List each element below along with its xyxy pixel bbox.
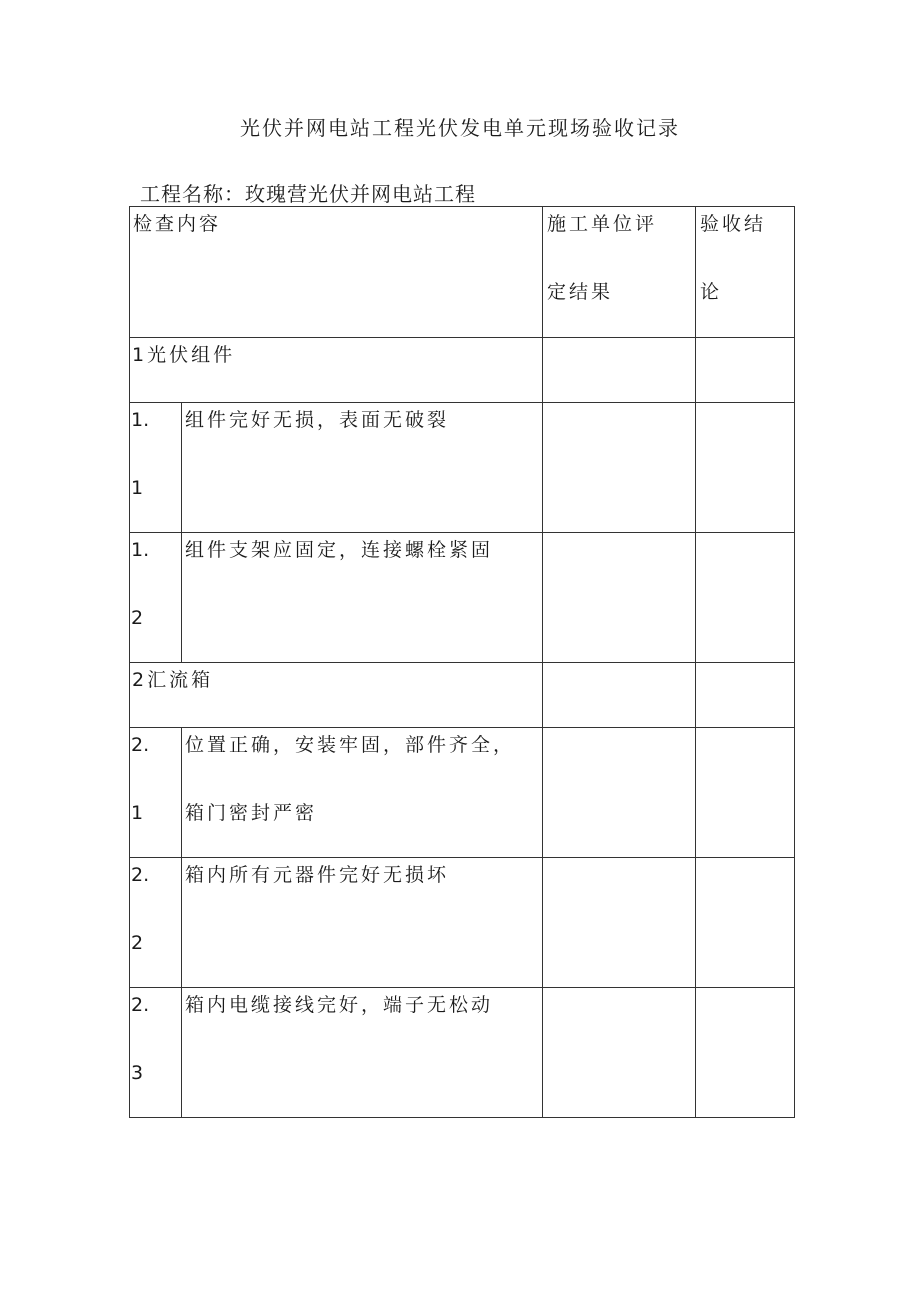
- item-description-cell: [182, 728, 543, 858]
- header-conclusion-line2: 论: [700, 281, 723, 303]
- section-row: [130, 663, 795, 728]
- header-conclusion-cell: [696, 207, 795, 338]
- item-number-minor: 2: [131, 607, 144, 629]
- item-number-cell: [130, 533, 182, 663]
- item-row: [130, 403, 795, 533]
- item-number-cell: [130, 988, 182, 1118]
- eval-cell[interactable]: [543, 533, 696, 663]
- item-number-minor: 2: [131, 932, 144, 954]
- item-number-major: 1.: [131, 539, 150, 561]
- eval-cell[interactable]: [543, 663, 696, 728]
- eval-cell[interactable]: [543, 858, 696, 988]
- header-content-cell: [130, 207, 543, 338]
- section-title: 2汇流箱: [132, 669, 214, 691]
- document-title: 光伏并网电站工程光伏发电单元现场验收记录: [240, 116, 680, 140]
- item-number-minor: 3: [131, 1062, 144, 1084]
- header-eval-line1: 施工单位评: [547, 213, 658, 235]
- item-description-line2: 箱门密封严密: [185, 802, 318, 824]
- item-number-major: 2.: [131, 734, 150, 756]
- item-description-cell: [182, 988, 543, 1118]
- item-row: [130, 988, 795, 1118]
- section-title-cell: [130, 338, 543, 403]
- conclusion-cell[interactable]: [696, 338, 795, 403]
- conclusion-cell[interactable]: [696, 403, 795, 533]
- conclusion-cell[interactable]: [696, 533, 795, 663]
- conclusion-cell[interactable]: [696, 988, 795, 1118]
- item-description-line1: 位置正确，安装牢固，部件齐全，: [185, 734, 516, 756]
- eval-cell[interactable]: [543, 728, 696, 858]
- eval-cell[interactable]: [543, 988, 696, 1118]
- header-eval-cell: [543, 207, 696, 338]
- item-number-cell: [130, 858, 182, 988]
- item-number-major: 1.: [131, 409, 150, 431]
- section-row: [130, 338, 795, 403]
- item-number-minor: 1: [131, 802, 144, 824]
- item-description-cell: [182, 858, 543, 988]
- item-row: [130, 858, 795, 988]
- eval-cell[interactable]: [543, 338, 696, 403]
- conclusion-cell[interactable]: [696, 728, 795, 858]
- item-description-line1: 组件完好无损，表面无破裂: [185, 409, 450, 431]
- item-number-minor: 1: [131, 477, 144, 499]
- section-title: 1光伏组件: [132, 344, 236, 366]
- conclusion-cell[interactable]: [696, 663, 795, 728]
- item-number-cell: [130, 403, 182, 533]
- item-number-major: 2.: [131, 864, 150, 886]
- item-number-cell: [130, 728, 182, 858]
- header-row: [130, 207, 795, 338]
- item-row: [130, 533, 795, 663]
- item-row: [130, 728, 795, 858]
- eval-cell[interactable]: [543, 403, 696, 533]
- item-description-line1: 组件支架应固定，连接螺栓紧固: [185, 539, 494, 561]
- conclusion-cell[interactable]: [696, 858, 795, 988]
- item-description-cell: [182, 403, 543, 533]
- header-conclusion-line1: 验收结: [700, 213, 767, 235]
- item-description-cell: [182, 533, 543, 663]
- inspection-table: [129, 206, 795, 1118]
- project-name: 工程名称：玫瑰营光伏并网电站工程: [140, 182, 476, 206]
- header-eval-line2: 定结果: [547, 281, 614, 303]
- item-description-line1: 箱内电缆接线完好，端子无松动: [185, 994, 494, 1016]
- header-content: 检查内容: [133, 213, 222, 235]
- item-number-major: 2.: [131, 994, 150, 1016]
- section-title-cell: [130, 663, 543, 728]
- item-description-line1: 箱内所有元器件完好无损坏: [185, 864, 450, 886]
